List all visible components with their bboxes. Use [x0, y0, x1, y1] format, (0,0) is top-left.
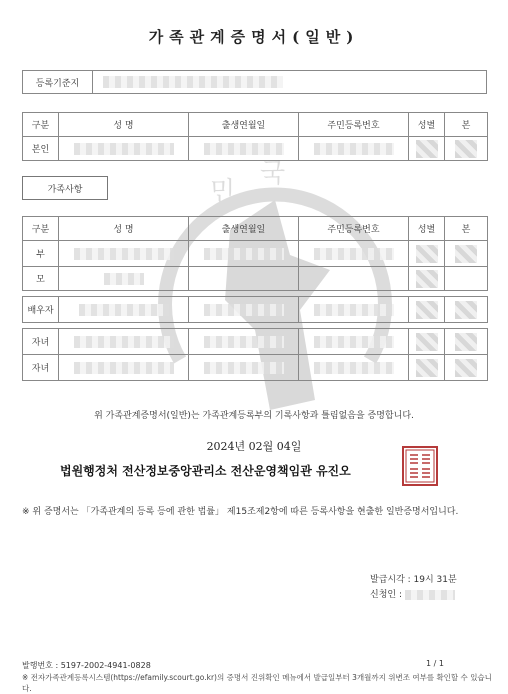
header-origin: 본	[445, 113, 488, 137]
header-resident-number: 주민등록번호	[299, 113, 409, 137]
redacted-birthdate	[204, 304, 284, 316]
row-label-self: 본인	[23, 137, 59, 161]
page-number: 1 / 1	[426, 659, 444, 668]
issue-time	[370, 572, 457, 585]
redacted-resident-number	[314, 143, 394, 155]
header-division: 구분	[23, 217, 59, 241]
issue-date: 2024년 02월 04일	[206, 440, 302, 453]
redacted-name	[79, 304, 169, 316]
family-table	[22, 216, 488, 381]
redacted-gender	[416, 359, 438, 377]
redacted-resident-number	[314, 362, 394, 374]
redacted-origin	[455, 333, 477, 351]
redacted-birthdate	[204, 248, 284, 260]
document-title: 가족관계증명서(일반)	[148, 28, 360, 46]
issuer-name: 법원행정처 전산정보중앙관리소 전산운영책임관 유진오	[60, 464, 351, 478]
redacted-origin	[455, 140, 477, 158]
row-label-mother: 모	[23, 267, 59, 291]
header-gender: 성별	[409, 113, 445, 137]
registration-table	[22, 70, 487, 94]
header-gender: 성별	[409, 217, 445, 241]
redacted-birthdate	[204, 336, 284, 348]
self-table	[22, 112, 488, 161]
header-resident-number: 주민등록번호	[299, 217, 409, 241]
redacted-gender	[416, 270, 438, 288]
redacted-birthdate	[204, 362, 284, 374]
row-label-child-1: 자녀	[23, 329, 59, 355]
header-birthdate: 출생연월일	[189, 113, 299, 137]
svg-text:국: 국	[260, 160, 286, 189]
family-section-label: 가족사항	[22, 176, 108, 200]
row-label-child-2: 자녀	[23, 355, 59, 381]
redacted-birthdate	[204, 143, 284, 155]
redacted-applicant	[405, 590, 455, 600]
issue-time-label: 발급시각 :	[370, 575, 411, 585]
header-origin: 본	[445, 217, 488, 241]
redacted-resident-number	[314, 248, 394, 260]
redacted-gender	[416, 140, 438, 158]
seal-icon	[405, 449, 435, 483]
redacted-name	[104, 273, 144, 285]
legal-note: ※ 위 증명서는 「가족관계의 등록 등에 관한 법률」 제15조제2항에 따른 등록사항을 현출한 일반증명서입니다.	[22, 507, 459, 517]
redacted-origin	[455, 245, 477, 263]
row-label-father: 부	[23, 241, 59, 267]
header-birthdate: 출생연월일	[189, 217, 299, 241]
redacted-origin	[455, 301, 477, 319]
issue-number: 발행번호 : 5197-2002-4941-0828	[22, 661, 151, 670]
redacted-resident-number	[314, 304, 394, 316]
redacted-gender	[416, 333, 438, 351]
certification-statement: 위 가족관계증명서(일반)는 가족관계등록부의 기록사항과 틀림없음을 증명합니다.	[94, 411, 414, 421]
header-division: 구분	[23, 113, 59, 137]
redacted-address	[103, 76, 283, 88]
verification-note: ※ 전자가족관계등록시스템(https://efamily.scourt.go.kr)의 증명서 진위확인 메뉴에서 발급일부터 3개월까지 위변조 여부를 확인할 수 있습니다.	[22, 673, 492, 693]
redacted-name	[74, 336, 174, 348]
header-name: 성 명	[59, 113, 189, 137]
redacted-name	[74, 362, 174, 374]
redacted-name	[74, 248, 174, 260]
applicant	[370, 587, 455, 600]
header-name: 성 명	[59, 217, 189, 241]
redacted-origin	[455, 359, 477, 377]
redacted-resident-number	[314, 336, 394, 348]
redacted-gender	[416, 245, 438, 263]
issue-time-value: 19시 31분	[413, 575, 457, 585]
registration-label: 등록기준지	[23, 71, 93, 94]
applicant-label: 신청인 :	[370, 590, 402, 600]
redacted-name	[74, 143, 174, 155]
redacted-gender	[416, 301, 438, 319]
svg-text:민: 민	[210, 177, 236, 207]
official-seal	[402, 446, 438, 486]
row-label-spouse: 배우자	[23, 297, 59, 323]
